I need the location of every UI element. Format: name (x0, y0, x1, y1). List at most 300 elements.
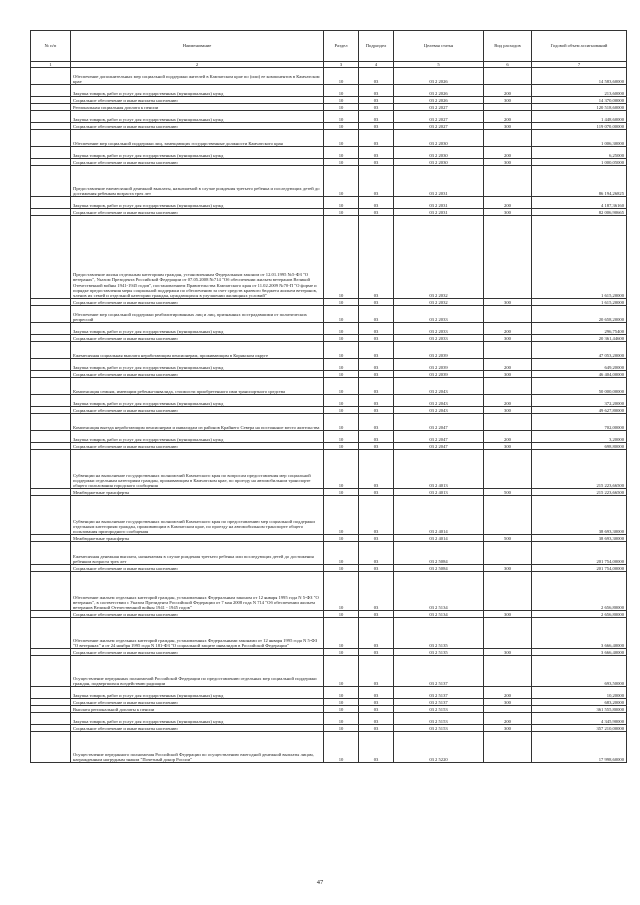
row-subsection-cell: 03 (359, 618, 394, 649)
row-index-cell (31, 496, 71, 535)
table-row (31, 656, 627, 687)
row-amount-cell: 3 666,40000 (532, 649, 627, 656)
row-section-cell: 10 (324, 535, 359, 542)
row-section-cell: 10 (324, 209, 359, 216)
row-name-cell: Межбюджетные трансферты (71, 489, 324, 496)
row-subsection-cell: 03 (359, 130, 394, 147)
row-amount-cell: 649,20000 (532, 359, 627, 371)
row-subsection-cell: 03 (359, 732, 394, 763)
row-name-cell: Социальное обеспечение и иные выплаты населению (71, 371, 324, 378)
row-expense-type-cell: 200 (484, 687, 532, 699)
table-row (31, 414, 627, 431)
row-target-article-cell: 03 2 2047 (394, 414, 484, 431)
row-target-article-cell: 03 2 5153 (394, 713, 484, 725)
row-subsection-cell: 03 (359, 323, 394, 335)
table-row (31, 104, 627, 111)
row-name-cell: Социальное обеспечение и иные выплаты населению (71, 335, 324, 342)
row-target-article-cell: 03 2 5084 (394, 565, 484, 572)
row-target-article-cell: 03 2 2039 (394, 342, 484, 359)
table-row (31, 725, 627, 732)
row-name-cell: Обеспечение мер социальной поддержки лиц, замещающих государственные должности Камчатского края (71, 130, 324, 147)
row-target-article-cell: 03 2 5137 (394, 687, 484, 699)
row-amount-cell: 14 370,00000 (532, 97, 627, 104)
row-index-cell (31, 378, 71, 395)
row-target-article-cell: 03 2 4014 (394, 496, 484, 535)
row-amount-cell: 49 627,80000 (532, 407, 627, 414)
row-amount-cell: 215 223,66500 (532, 489, 627, 496)
row-subsection-cell: 03 (359, 542, 394, 565)
row-index-cell (31, 209, 71, 216)
row-index-cell (31, 159, 71, 166)
row-name-cell: Ежемесячная денежная выплата, назначаемая в случае рождения третьего ребенка или последующих детей до достижения ребенком возраста трех лет (71, 542, 324, 565)
row-name-cell: Закупка товаров, работ и услуг для государственных (муниципальных) нужд (71, 713, 324, 725)
row-target-article-cell: 03 2 2030 (394, 159, 484, 166)
row-subsection-cell: 03 (359, 565, 394, 572)
row-amount-cell: 82 006,90665 (532, 209, 627, 216)
table-row (31, 159, 627, 166)
row-index-cell (31, 97, 71, 104)
row-target-article-cell: 03 2 2043 (394, 395, 484, 407)
row-expense-type-cell (484, 542, 532, 565)
row-target-article-cell: 03 2 2031 (394, 209, 484, 216)
row-section-cell: 10 (324, 130, 359, 147)
row-amount-cell: 10,20000 (532, 687, 627, 699)
row-section-cell: 10 (324, 371, 359, 378)
row-section-cell: 10 (324, 97, 359, 104)
row-name-cell: Социальное обеспечение и иные выплаты населению (71, 123, 324, 130)
row-section-cell: 10 (324, 216, 359, 299)
row-index-cell (31, 611, 71, 618)
row-expense-type-cell: 200 (484, 85, 532, 97)
table-row (31, 572, 627, 611)
row-name-cell: Закупка товаров, работ и услуг для государственных (муниципальных) нужд (71, 147, 324, 159)
row-section-cell: 10 (324, 649, 359, 656)
row-amount-cell: 3 666,40000 (532, 618, 627, 649)
row-target-article-cell: 03 2 5137 (394, 656, 484, 687)
row-index-cell (31, 535, 71, 542)
row-amount-cell: 50 000,00000 (532, 378, 627, 395)
table-row (31, 166, 627, 197)
row-index-cell (31, 656, 71, 687)
row-target-article-cell: 03 2 2033 (394, 335, 484, 342)
header-expense-type: Вид расходов (484, 31, 532, 62)
row-expense-type-cell: 300 (484, 299, 532, 306)
row-section-cell: 10 (324, 68, 359, 85)
row-section-cell: 10 (324, 687, 359, 699)
row-expense-type-cell: 300 (484, 699, 532, 706)
row-index-cell (31, 342, 71, 359)
row-section-cell: 10 (324, 725, 359, 732)
row-amount-cell: 120 518,60000 (532, 104, 627, 111)
row-index-cell (31, 299, 71, 306)
row-section-cell: 10 (324, 147, 359, 159)
row-expense-type-cell (484, 706, 532, 713)
row-amount-cell: 1 615,20000 (532, 216, 627, 299)
row-section-cell: 10 (324, 335, 359, 342)
row-name-cell: Социальное обеспечение и иные выплаты населению (71, 649, 324, 656)
table-row (31, 68, 627, 85)
row-section-cell: 10 (324, 699, 359, 706)
row-amount-cell: 20 658,20000 (532, 306, 627, 323)
table-row (31, 335, 627, 342)
row-index-cell (31, 166, 71, 197)
row-name-cell: Социальное обеспечение и иные выплаты населению (71, 407, 324, 414)
row-subsection-cell: 03 (359, 97, 394, 104)
row-expense-type-cell: 300 (484, 565, 532, 572)
row-subsection-cell: 03 (359, 111, 394, 123)
row-expense-type-cell: 200 (484, 359, 532, 371)
table-row (31, 85, 627, 97)
row-expense-type-cell: 300 (484, 649, 532, 656)
row-amount-cell: 3,20000 (532, 431, 627, 443)
row-name-cell: Субвенции на выполнение государственных полномочий Камчатского края по предоставлению мер социальной поддержки отдельным категориям граждан, проживающим в Камчатском крае, по проезду на автомобильном транспорте общего пользования пригородного сообщения (71, 496, 324, 535)
row-index-cell (31, 323, 71, 335)
row-index-cell (31, 414, 71, 431)
row-expense-type-cell (484, 414, 532, 431)
row-target-article-cell: 03 2 2031 (394, 197, 484, 209)
row-subsection-cell: 03 (359, 395, 394, 407)
header-row (31, 31, 627, 62)
row-expense-type-cell: 300 (484, 159, 532, 166)
row-target-article-cell: 03 2 2043 (394, 378, 484, 395)
row-subsection-cell: 03 (359, 68, 394, 85)
row-index-cell (31, 431, 71, 443)
row-expense-type-cell: 500 (484, 535, 532, 542)
row-expense-type-cell (484, 216, 532, 299)
table-row (31, 649, 627, 656)
row-name-cell: Выплата региональной доплаты к пенсии (71, 706, 324, 713)
row-index-cell (31, 104, 71, 111)
row-expense-type-cell: 300 (484, 97, 532, 104)
col-number: 5 (394, 62, 484, 68)
row-target-article-cell: 03 2 5135 (394, 649, 484, 656)
row-expense-type-cell: 300 (484, 407, 532, 414)
row-section-cell: 10 (324, 656, 359, 687)
row-subsection-cell: 03 (359, 359, 394, 371)
row-name-cell: Социальное обеспечение и иные выплаты населению (71, 443, 324, 450)
row-expense-type-cell (484, 342, 532, 359)
row-name-cell: Обеспечение дополнительных мер социальной поддержки жителей в Камчатском крае по (или) ее компонентов в Камчатском крае (71, 68, 324, 85)
table-row (31, 687, 627, 699)
row-name-cell: Социальное обеспечение и иные выплаты населению (71, 209, 324, 216)
table-row (31, 618, 627, 649)
row-subsection-cell: 03 (359, 306, 394, 323)
row-index-cell (31, 111, 71, 123)
row-index-cell (31, 85, 71, 97)
row-section-cell: 10 (324, 123, 359, 130)
row-name-cell: Компенсация выезда неработающим пенсионерам и инвалидам из районов Крайнего Севера на постоянное место жительства (71, 414, 324, 431)
row-expense-type-cell: 200 (484, 431, 532, 443)
row-target-article-cell: 03 2 4014 (394, 535, 484, 542)
row-target-article-cell: 03 2 2047 (394, 443, 484, 450)
table-row (31, 299, 627, 306)
row-amount-cell: 213,60000 (532, 85, 627, 97)
row-subsection-cell: 03 (359, 725, 394, 732)
row-name-cell: Компенсация семьям, имеющим ребенка-инвалида, стоимости приобретенного ими транспортного средства (71, 378, 324, 395)
row-name-cell: Закупка товаров, работ и услуг для государственных (муниципальных) нужд (71, 687, 324, 699)
row-subsection-cell: 03 (359, 611, 394, 618)
row-section-cell: 10 (324, 111, 359, 123)
row-name-cell: Социальное обеспечение и иные выплаты населению (71, 565, 324, 572)
row-expense-type-cell: 500 (484, 489, 532, 496)
row-name-cell: Закупка товаров, работ и услуг для государственных (муниципальных) нужд (71, 85, 324, 97)
table-row (31, 306, 627, 323)
row-section-cell: 10 (324, 306, 359, 323)
row-expense-type-cell: 200 (484, 147, 532, 159)
table-row (31, 97, 627, 104)
row-target-article-cell: 03 2 2032 (394, 216, 484, 299)
table-row (31, 147, 627, 159)
row-section-cell: 10 (324, 732, 359, 763)
row-amount-cell: 698,80000 (532, 443, 627, 450)
row-target-article-cell: 03 2 4013 (394, 489, 484, 496)
row-amount-cell: 38 693,30000 (532, 496, 627, 535)
row-index-cell (31, 572, 71, 611)
row-subsection-cell: 03 (359, 687, 394, 699)
table-row (31, 443, 627, 450)
row-expense-type-cell (484, 104, 532, 111)
row-target-article-cell: 03 2 2026 (394, 97, 484, 104)
page-number: 47 (316, 879, 324, 886)
row-expense-type-cell (484, 68, 532, 85)
row-index-cell (31, 335, 71, 342)
row-amount-cell: 683,20000 (532, 699, 627, 706)
row-subsection-cell: 03 (359, 371, 394, 378)
col-number: 3 (324, 62, 359, 68)
row-subsection-cell: 03 (359, 407, 394, 414)
header-name: Наименование (71, 31, 324, 62)
row-target-article-cell: 03 2 2033 (394, 323, 484, 335)
row-amount-cell: 38 693,30000 (532, 535, 627, 542)
table-row (31, 699, 627, 706)
row-target-article-cell: 03 2 2030 (394, 130, 484, 147)
row-name-cell: Социальное обеспечение и иные выплаты населению (71, 97, 324, 104)
table-row (31, 395, 627, 407)
row-subsection-cell: 03 (359, 535, 394, 542)
row-section-cell: 10 (324, 104, 359, 111)
row-section-cell: 10 (324, 342, 359, 359)
row-expense-type-cell: 300 (484, 725, 532, 732)
row-expense-type-cell: 300 (484, 123, 532, 130)
row-expense-type-cell: 200 (484, 197, 532, 209)
row-expense-type-cell: 200 (484, 395, 532, 407)
table-row (31, 130, 627, 147)
table-row (31, 565, 627, 572)
table-row (31, 706, 627, 713)
row-subsection-cell: 03 (359, 431, 394, 443)
row-expense-type-cell: 300 (484, 335, 532, 342)
row-amount-cell: 119 070,00000 (532, 123, 627, 130)
row-expense-type-cell: 200 (484, 713, 532, 725)
header-section: Раздел (324, 31, 359, 62)
row-amount-cell: 4 187,36160 (532, 197, 627, 209)
row-amount-cell: 46 404,00000 (532, 371, 627, 378)
row-amount-cell: 361 555,80000 (532, 706, 627, 713)
row-amount-cell: 372,20000 (532, 395, 627, 407)
row-expense-type-cell (484, 732, 532, 763)
row-target-article-cell: 03 2 4013 (394, 450, 484, 489)
row-index-cell (31, 565, 71, 572)
table-row (31, 407, 627, 414)
row-target-article-cell: 03 2 2031 (394, 166, 484, 197)
row-target-article-cell: 03 2 2043 (394, 407, 484, 414)
row-index-cell (31, 450, 71, 489)
row-index-cell (31, 371, 71, 378)
row-subsection-cell: 03 (359, 489, 394, 496)
row-amount-cell: 1 615,20000 (532, 299, 627, 306)
row-index-cell (31, 216, 71, 299)
row-subsection-cell: 03 (359, 209, 394, 216)
row-amount-cell: 215 223,66500 (532, 450, 627, 489)
header-target-article: Целевая статья (394, 31, 484, 62)
row-section-cell: 10 (324, 706, 359, 713)
table-row (31, 378, 627, 395)
row-amount-cell: 201 754,00000 (532, 565, 627, 572)
row-subsection-cell: 03 (359, 299, 394, 306)
row-expense-type-cell (484, 656, 532, 687)
document-sheet (30, 30, 626, 763)
row-target-article-cell: 03 2 2039 (394, 371, 484, 378)
row-name-cell: Социальное обеспечение и иные выплаты населению (71, 725, 324, 732)
row-expense-type-cell: 200 (484, 111, 532, 123)
row-target-article-cell: 03 2 5137 (394, 699, 484, 706)
row-name-cell: Закупка товаров, работ и услуг для государственных (муниципальных) нужд (71, 395, 324, 407)
row-name-cell: Осуществление переданных полномочий Российской Федерации по предоставлению отдельных мер социальной поддержки граждан, подвергшихся воздействию радиации (71, 656, 324, 687)
row-subsection-cell: 03 (359, 216, 394, 299)
row-section-cell: 10 (324, 299, 359, 306)
table-row (31, 111, 627, 123)
row-name-cell: Обеспечение мер социальной поддержки реабилитированных лиц и лиц, признанных пострадавшими от политических репрессий (71, 306, 324, 323)
row-amount-cell: 17 998,60000 (532, 732, 627, 763)
row-name-cell: Предоставление жилья отдельным категориям граждан, установленным Федеральным законом от 12.01.1995 №5-ФЗ "О ветеранах", Указом Президента Российской Федерации от 07.05.2008 №714 "Об обеспечении жильем ветеранов Великой Отечественной войны 1941-1945 годов", постановлением Правительства Камчатского края от 11.02.2009 №70-П "О форме и порядке предоставления меры социальной поддержки по обеспечению за счет средств краевого бюджета жильем ветеранов, членов их семей и отдельной категории граждан, нуждающихся в улучшении жилищных условий" (71, 216, 324, 299)
header-subsection: Подраздел (359, 31, 394, 62)
row-subsection-cell: 03 (359, 147, 394, 159)
row-target-article-cell: 03 2 2027 (394, 104, 484, 111)
row-subsection-cell: 03 (359, 414, 394, 431)
row-section-cell: 10 (324, 395, 359, 407)
row-section-cell: 10 (324, 572, 359, 611)
row-subsection-cell: 03 (359, 443, 394, 450)
table-row (31, 713, 627, 725)
row-amount-cell: 1 000,05000 (532, 159, 627, 166)
row-amount-cell: 20 361,44600 (532, 335, 627, 342)
header-index: № п/п (31, 31, 71, 62)
row-expense-type-cell (484, 166, 532, 197)
table-row (31, 450, 627, 489)
row-subsection-cell: 03 (359, 342, 394, 359)
row-target-article-cell: 03 2 2030 (394, 147, 484, 159)
row-target-article-cell: 03 2 5135 (394, 618, 484, 649)
row-amount-cell: 2 656,80000 (532, 611, 627, 618)
row-amount-cell: 14 583,60000 (532, 68, 627, 85)
row-section-cell: 10 (324, 407, 359, 414)
row-section-cell: 10 (324, 450, 359, 489)
row-subsection-cell: 03 (359, 656, 394, 687)
row-target-article-cell: 03 2 2027 (394, 111, 484, 123)
row-amount-cell: 1 006,30000 (532, 130, 627, 147)
row-expense-type-cell (484, 572, 532, 611)
row-amount-cell: 1 448,60000 (532, 111, 627, 123)
row-subsection-cell: 03 (359, 104, 394, 111)
row-index-cell (31, 306, 71, 323)
table-row (31, 359, 627, 371)
row-subsection-cell: 03 (359, 649, 394, 656)
row-section-cell: 10 (324, 159, 359, 166)
row-subsection-cell: 03 (359, 197, 394, 209)
row-expense-type-cell (484, 306, 532, 323)
row-target-article-cell: 03 2 2032 (394, 299, 484, 306)
table-row (31, 732, 627, 763)
row-amount-cell: 201 754,00000 (532, 542, 627, 565)
row-target-article-cell: 03 2 5084 (394, 542, 484, 565)
row-index-cell (31, 68, 71, 85)
header-amount: Годовой объем ассигнований (532, 31, 627, 62)
table-row (31, 123, 627, 130)
row-name-cell: Закупка товаров, работ и услуг для государственных (муниципальных) нужд (71, 431, 324, 443)
col-number: 1 (31, 62, 71, 68)
row-section-cell: 10 (324, 443, 359, 450)
table-row (31, 431, 627, 443)
row-name-cell: Обеспечение жильем отдельных категорий граждан, установленных Федеральными законами от 12 января 1995 года N 5-ФЗ "О ветеранах" и от 24 ноября 1995 года N 181-ФЗ "О социальной защите инвалидов в Российской Федерации" (71, 618, 324, 649)
row-subsection-cell: 03 (359, 123, 394, 130)
table-row (31, 323, 627, 335)
row-amount-cell: 296,75400 (532, 323, 627, 335)
row-name-cell: Закупка товаров, работ и услуг для государственных (муниципальных) нужд (71, 359, 324, 371)
row-section-cell: 10 (324, 359, 359, 371)
row-amount-cell: 693,50000 (532, 656, 627, 687)
table-row (31, 542, 627, 565)
row-index-cell (31, 130, 71, 147)
row-subsection-cell: 03 (359, 713, 394, 725)
row-name-cell: Региональная социальная доплата к пенсии (71, 104, 324, 111)
row-index-cell (31, 687, 71, 699)
row-index-cell (31, 649, 71, 656)
row-name-cell: Социальное обеспечение и иные выплаты населению (71, 611, 324, 618)
col-number: 4 (359, 62, 394, 68)
row-name-cell: Закупка товаров, работ и услуг для государственных (муниципальных) нужд (71, 111, 324, 123)
row-section-cell: 10 (324, 378, 359, 395)
row-name-cell: Социальное обеспечение и иные выплаты населению (71, 159, 324, 166)
row-name-cell: Осуществление переданного полномочия Российской Федерации по осуществлению ежегодной денежной выплаты лицам, награжденным нагрудным знаком "Почетный донор России" (71, 732, 324, 763)
row-expense-type-cell: 300 (484, 611, 532, 618)
row-section-cell: 10 (324, 611, 359, 618)
row-index-cell (31, 489, 71, 496)
table-row (31, 611, 627, 618)
row-subsection-cell: 03 (359, 378, 394, 395)
row-subsection-cell: 03 (359, 159, 394, 166)
row-subsection-cell: 03 (359, 450, 394, 489)
table-row (31, 216, 627, 299)
col-number: 6 (484, 62, 532, 68)
row-amount-cell: 2 656,80000 (532, 572, 627, 611)
row-index-cell (31, 706, 71, 713)
row-section-cell: 10 (324, 85, 359, 97)
row-expense-type-cell (484, 450, 532, 489)
row-expense-type-cell (484, 130, 532, 147)
row-index-cell (31, 123, 71, 130)
row-name-cell: Социальное обеспечение и иные выплаты населению (71, 299, 324, 306)
row-expense-type-cell (484, 378, 532, 395)
row-target-article-cell: 03 2 2027 (394, 123, 484, 130)
row-name-cell: Ежемесячная социальная выплата неработающим пенсионерам, проживающим в Корякском округе (71, 342, 324, 359)
row-subsection-cell: 03 (359, 85, 394, 97)
row-index-cell (31, 542, 71, 565)
row-index-cell (31, 197, 71, 209)
row-target-article-cell: 03 2 2033 (394, 306, 484, 323)
row-index-cell (31, 618, 71, 649)
row-amount-cell: 47 053,20000 (532, 342, 627, 359)
row-section-cell: 10 (324, 542, 359, 565)
